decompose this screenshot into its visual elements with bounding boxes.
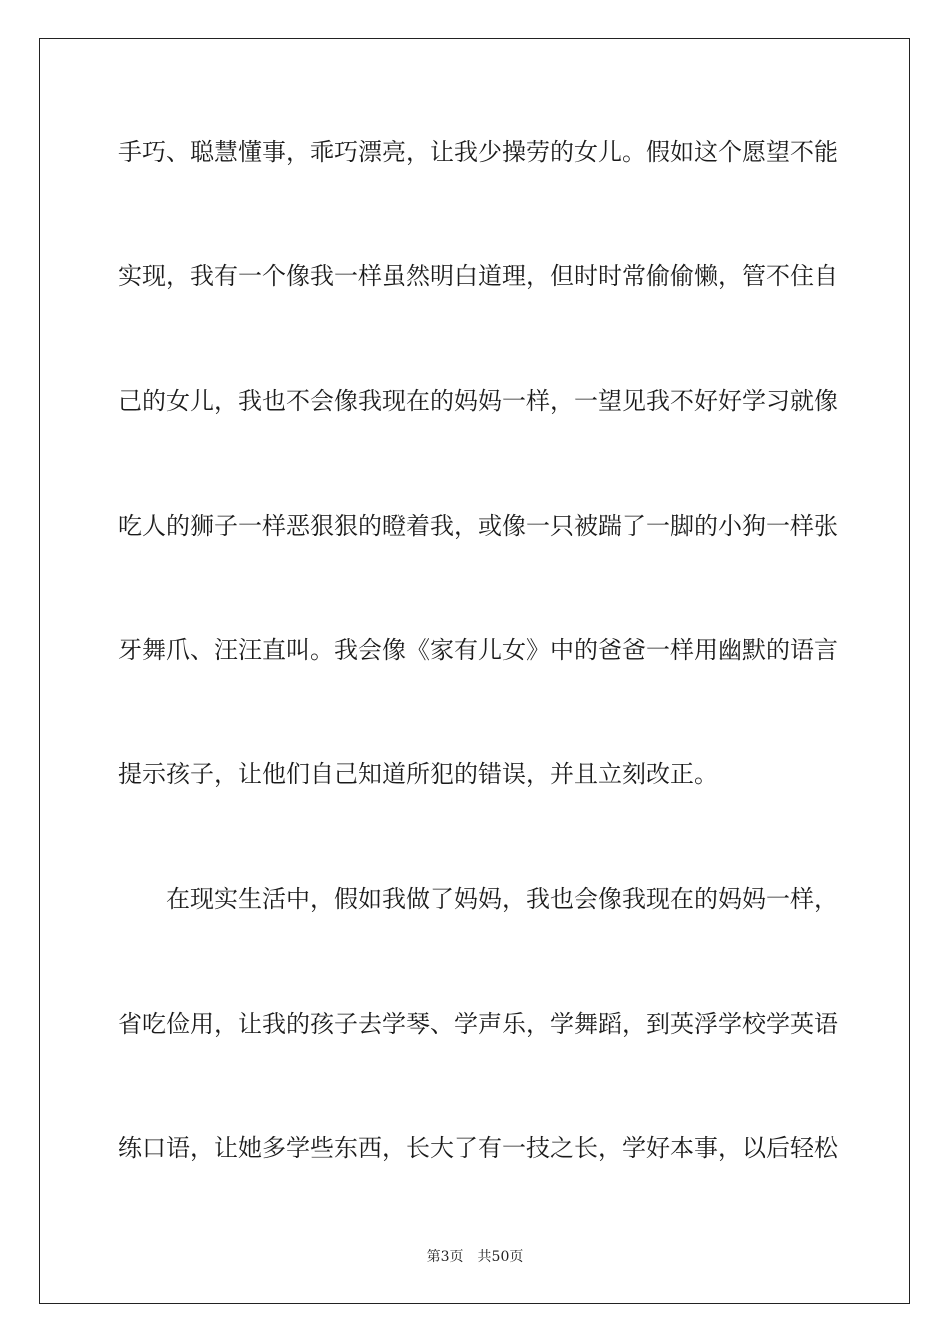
page-total: 共50页 (477, 1249, 524, 1265)
page-number: 第3页 (426, 1249, 464, 1265)
body-text-line-8: 省吃俭用，让我的孩子去学琴、学声乐，学舞蹈，到英浮学校学英语 (118, 1010, 838, 1038)
body-text-line-6: 提示孩子，让他们自己知道所犯的错误，并且立刻改正。 (118, 760, 718, 788)
body-text-line-2: 实现，我有一个像我一样虽然明白道理，但时时常偷偷懒，管不住自 (118, 262, 838, 290)
body-text-line-4: 吃人的狮子一样恶狠狠的瞪着我，或像一只被踹了一脚的小狗一样张 (118, 512, 838, 540)
body-text-line-9: 练口语，让她多学些东西，长大了有一技之长，学好本事，以后轻松 (118, 1134, 838, 1162)
body-text-line-1: 手巧、聪慧懂事，乖巧漂亮，让我少操劳的女儿。假如这个愿望不能 (118, 138, 838, 166)
body-text-line-7: 在现实生活中，假如我做了妈妈，我也会像我现在的妈妈一样， (166, 885, 838, 913)
page-border (39, 38, 910, 1304)
page-footer (0, 1248, 950, 1266)
body-text-line-5: 牙舞爪、汪汪直叫。我会像《家有儿女》中的爸爸一样用幽默的语言 (118, 636, 838, 664)
body-text-line-3: 己的女儿，我也不会像我现在的妈妈一样，一望见我不好好学习就像 (118, 387, 838, 415)
